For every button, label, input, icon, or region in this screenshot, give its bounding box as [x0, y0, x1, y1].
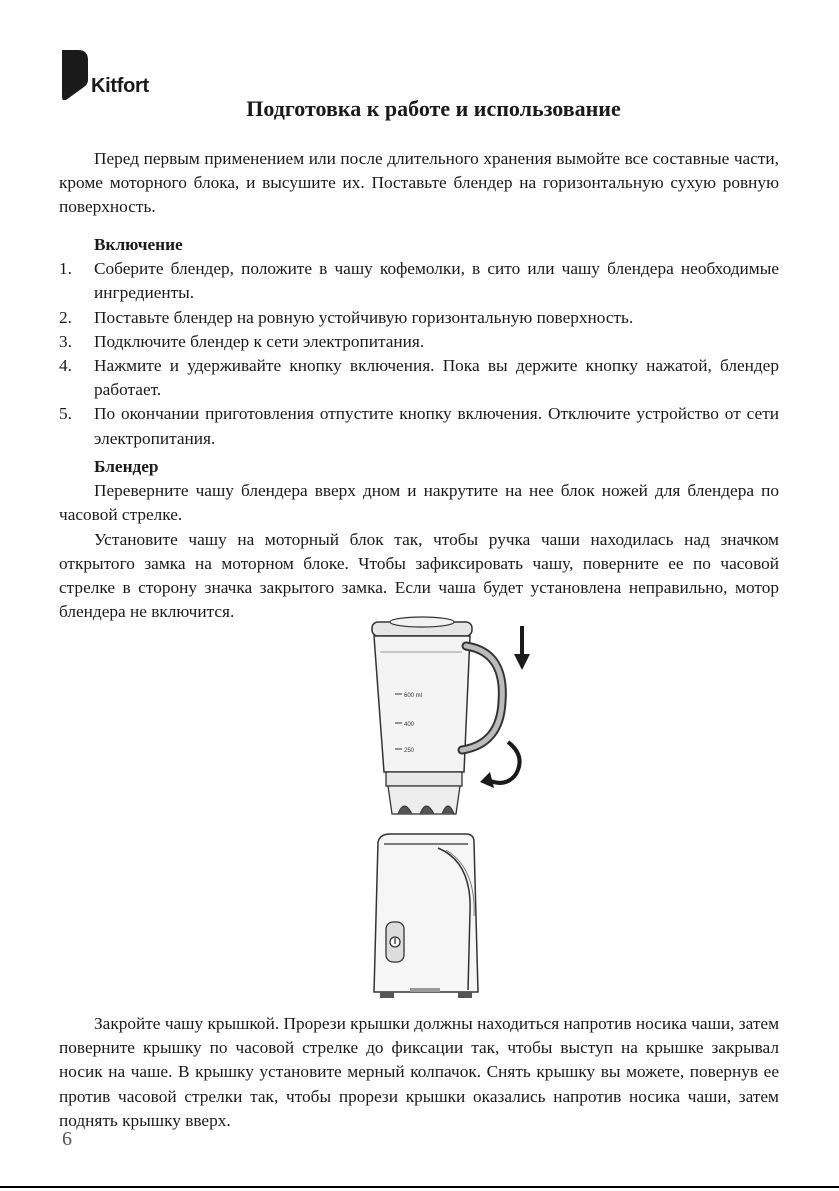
brand-name: Kitfort — [91, 75, 149, 97]
lid-paragraph: Закройте чашу крышкой. Прорези крышки должны находиться напротив носика чаши, затем поверните крышку по часовой стрелке до фиксации так, чтобы выступ на крышке закрывал носик на чаше. В крышку установите мерный колпачок. Снять крышку вы можете, повернув ее против часовой стрелки так, чтобы прорези крышки оказались напротив носика чаши, затем поднять крышку вверх. — [59, 1014, 779, 1130]
step-number: 1. — [59, 259, 72, 279]
kitfort-logo-icon — [62, 50, 88, 100]
step-number: 5. — [59, 404, 72, 424]
steps-list — [59, 257, 779, 451]
measure-mark: 600 ml — [404, 693, 423, 699]
step-number: 4. — [59, 356, 72, 376]
list-item — [59, 257, 779, 305]
step-text: Поставьте блендер на ровную устойчивую горизонтальную поверхность. — [94, 307, 634, 327]
measure-mark: 400 — [404, 722, 415, 728]
page-number: 6 — [62, 1128, 72, 1150]
blender-paragraph: Переверните чашу блендера вверх дном и накрутите на нее блок ножей для блендера по часовой стрелке. — [59, 481, 779, 525]
step-text: Подключите блендер к сети электропитания. — [94, 331, 425, 351]
switching-on-heading: Включение — [94, 235, 183, 254]
blender-paragraph: Установите чашу на моторный блок так, чтобы ручка чаши находилась над значком открытого замка на моторном блоке. Чтобы зафиксировать чашу, поверните ее по часовой стрелке в сторону значка закрытого замка. Если чаша будет установлена неправильно, мотор блендера не включится. — [59, 529, 779, 622]
measure-mark: 250 — [404, 748, 415, 754]
brand-logo — [62, 50, 149, 100]
blender-heading: Блендер — [94, 457, 159, 476]
step-number: 3. — [59, 331, 72, 351]
intro-paragraph: Перед первым применением или после длительного хранения вымойте все составные части, кроме моторного блока, и высушите их. Поставьте блендер на горизонтальную сухую ровную поверхность. — [59, 149, 779, 217]
intro-section — [59, 147, 779, 220]
blender-section — [59, 455, 779, 624]
step-text: Нажмите и удерживайте кнопку включения. Пока вы держите кнопку нажатой, блендер работает. — [94, 356, 779, 400]
footer-divider — [0, 1186, 839, 1188]
list-item — [59, 402, 779, 450]
step-number: 2. — [59, 307, 72, 327]
blender-illustration-icon — [350, 612, 540, 1007]
lid-section — [59, 1012, 779, 1133]
step-text: Соберите блендер, положите в чашу кофемолки, в сито или чашу блендера необходимые ингредиенты. — [94, 259, 779, 303]
switching-on-section — [59, 233, 779, 451]
page-title: Подготовка к работе и использование — [246, 96, 621, 121]
step-text: По окончании приготовления отпустите кнопку включения. Отключите устройство от сети электропитания. — [94, 404, 779, 448]
list-item — [59, 354, 779, 402]
list-item — [59, 330, 779, 354]
blender-assembly-illustration — [350, 612, 540, 1007]
list-item — [59, 306, 779, 330]
